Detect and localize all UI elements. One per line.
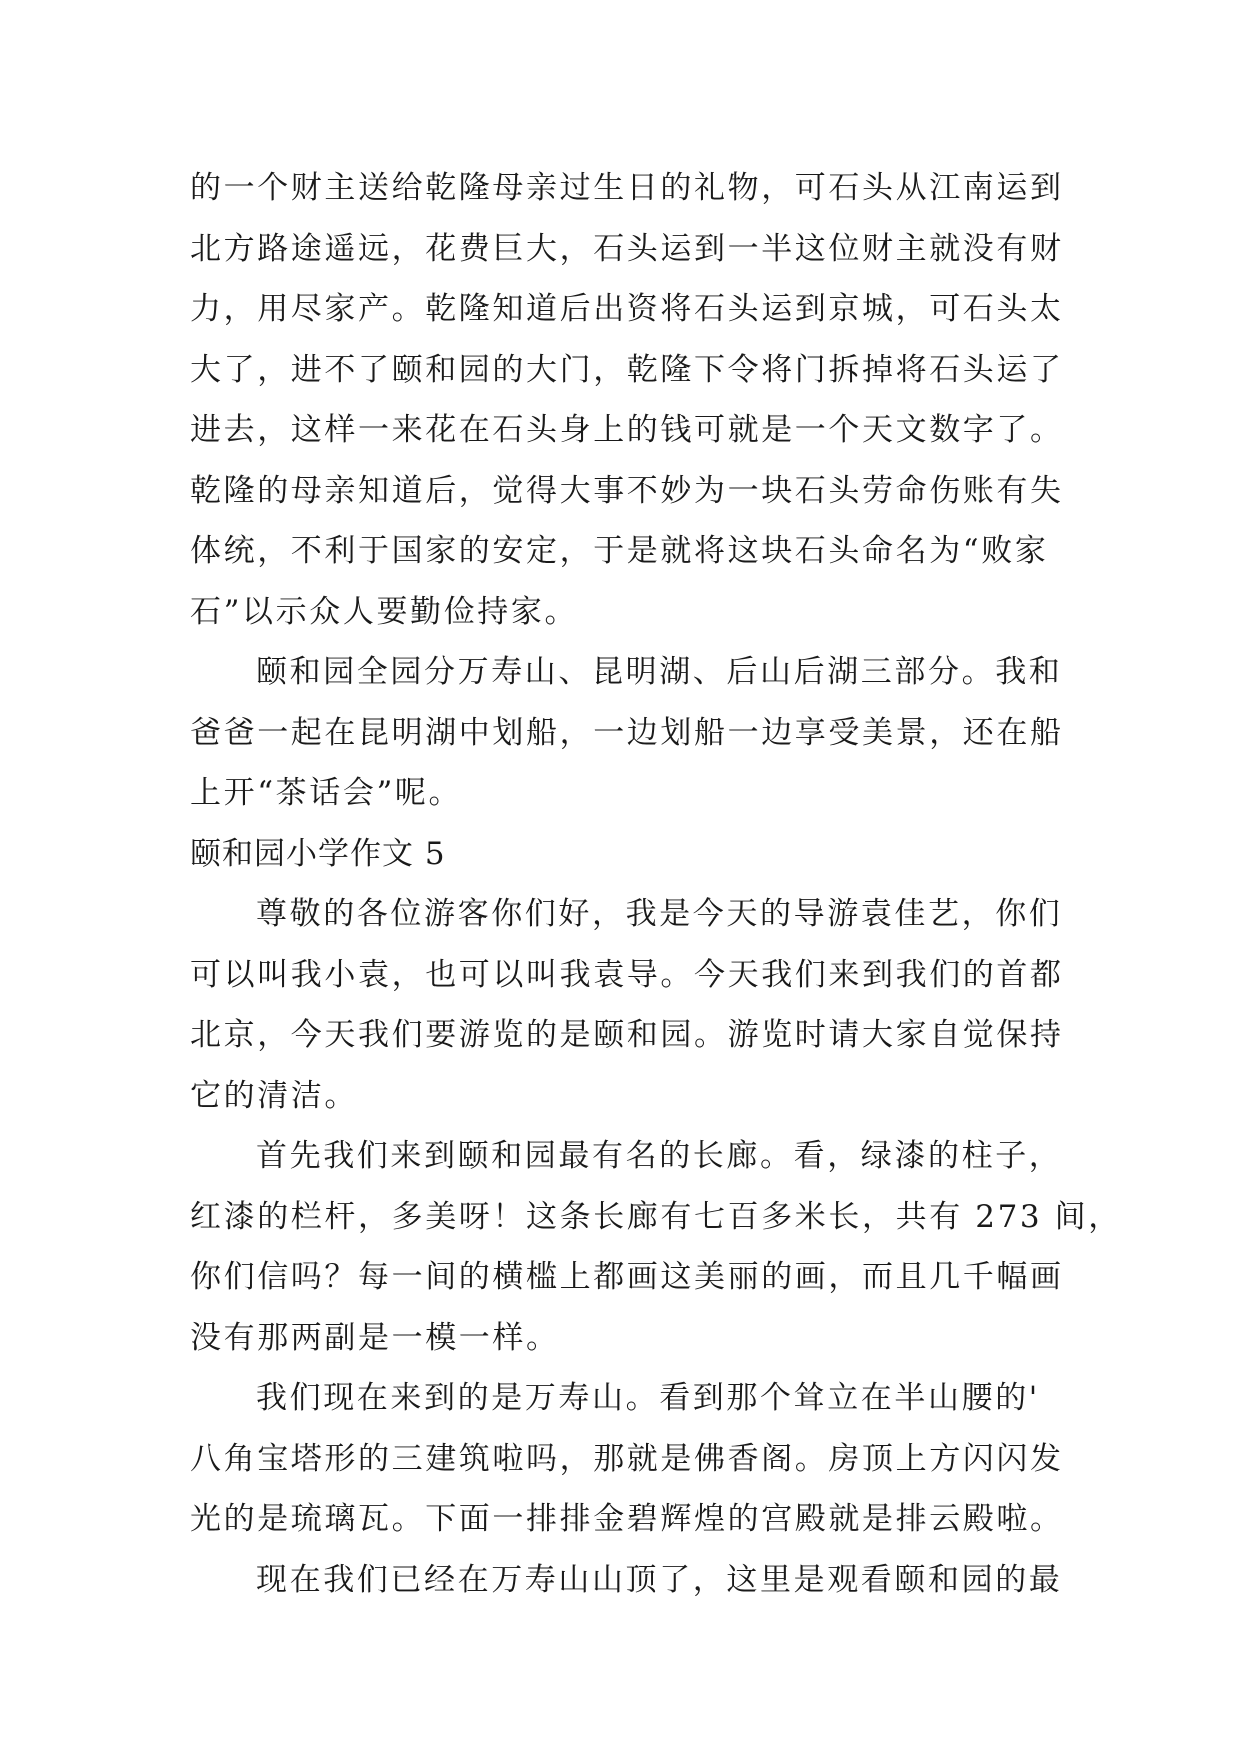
- text-line: 北京，今天我们要游览的是颐和园。游览时请大家自觉保持: [190, 1017, 1064, 1053]
- text-line: 首先我们来到颐和园最有名的长廊。看，绿漆的柱子，: [256, 1138, 1063, 1174]
- text-line: 力，用尽家产。乾隆知道后出资将石头运到京城，可石头太: [190, 291, 1064, 327]
- text-line: 石”以示众人要勤俭持家。: [190, 593, 579, 630]
- text-line: 光的是琉璃瓦。下面一排排金碧辉煌的宫殿就是排云殿啦。: [190, 1501, 1064, 1537]
- text-line: 没有那两副是一模一样。: [190, 1319, 560, 1356]
- text-line: 现在我们已经在万寿山山顶了，这里是观看颐和园的最: [256, 1561, 1063, 1598]
- text-line: 大了，进不了颐和园的大门，乾隆下令将门拆掉将石头运了: [190, 351, 1064, 388]
- text-line: 进去，这样一来花在石头身上的钱可就是一个天文数字了。: [190, 412, 1064, 448]
- text-line: 爸爸一起在昆明湖中划船，一边划船一边享受美景，还在船: [190, 714, 1064, 751]
- text-line: 它的清洁。: [190, 1077, 358, 1114]
- text-line: 北方路途遥远，花费巨大，石头运到一半这位财主就没有财: [190, 230, 1064, 267]
- text-line: 尊敬的各位游客你们好，我是今天的导游袁佳艺，你们: [256, 896, 1063, 932]
- text-line: 体统，不利于国家的安定，于是就将这块石头命名为“败家: [190, 533, 1049, 569]
- text-line: 的一个财主送给乾隆母亲过生日的礼物，可石头从江南运到: [190, 170, 1064, 206]
- document-body: [190, 158, 1122, 1610]
- text-line: 八角宝塔形的三建筑啦吗，那就是佛香阁。房顶上方闪闪发: [190, 1440, 1064, 1477]
- text-line: 可以叫我小袁，也可以叫我袁导。今天我们来到我们的首都: [190, 956, 1064, 993]
- text-line: 你们信吗？每一间的横槛上都画这美丽的画，而且几千幅画: [190, 1259, 1064, 1295]
- text-line: 红漆的栏杆，多美呀！这条长廊有七百多米长，共有 273 间，: [190, 1198, 1122, 1235]
- text-line: 乾隆的母亲知道后，觉得大事不妙为一块石头劳命伤账有失: [190, 472, 1064, 509]
- text-line: 颐和园全园分万寿山、昆明湖、后山后湖三部分。我和: [256, 654, 1063, 690]
- section-heading: 颐和园小学作文 5: [190, 835, 446, 872]
- text-line: 我们现在来到的是万寿山。看到那个耸立在半山腰的': [256, 1380, 1040, 1416]
- text-line: 上开“茶话会”呢。: [190, 775, 463, 811]
